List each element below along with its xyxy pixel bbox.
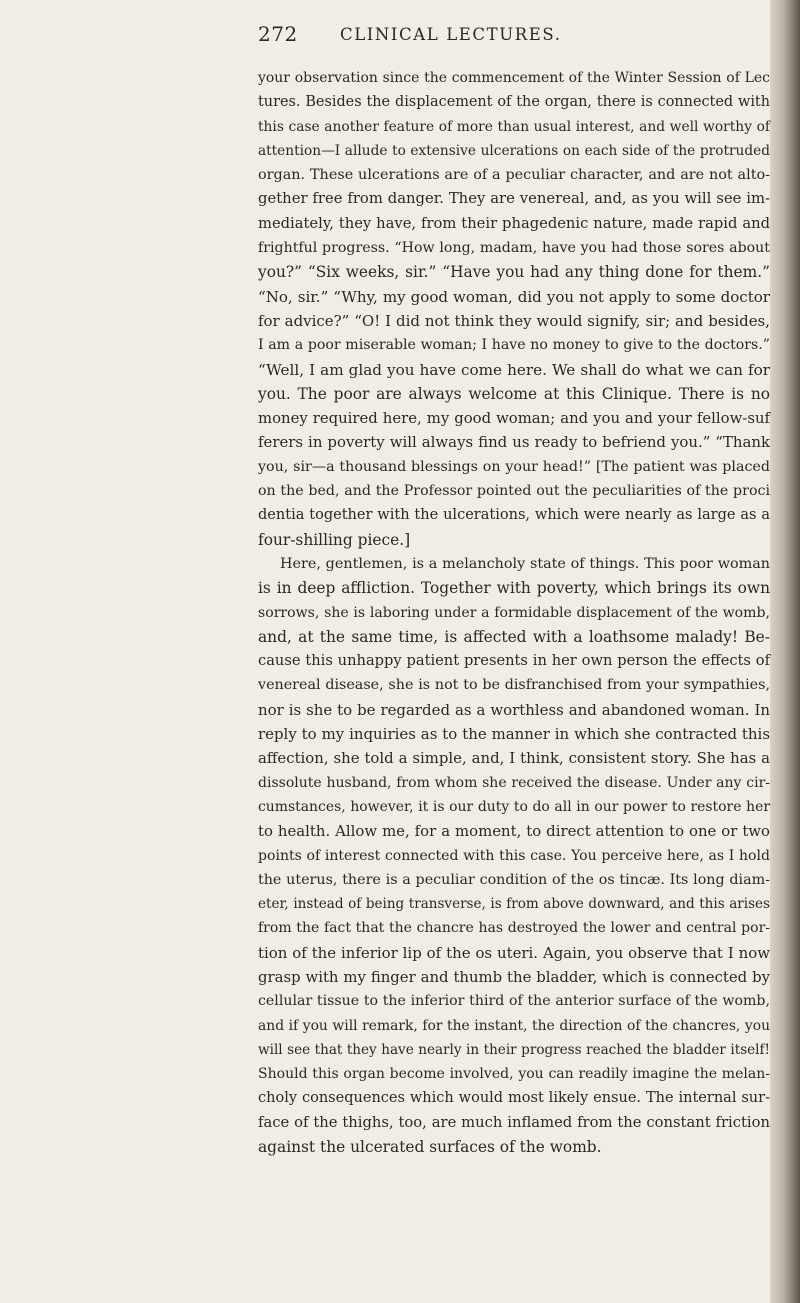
text-line: eter, instead of being transverse, is from above downward, and this arises xyxy=(258,896,770,913)
text-line: this case another feature of more than usual interest, and well worthy of xyxy=(258,118,770,135)
text-line: money required here, my good woman; and you and your fellow-suf xyxy=(258,409,770,428)
text-line: will see that they have nearly in their progress reached the bladder itself! xyxy=(258,1041,770,1058)
text-line: to health. Allow me, for a moment, to direct attention to one or two xyxy=(258,822,770,841)
text-line: you. The poor are always welcome at this Clinique. There is no xyxy=(258,384,770,403)
text-line: “Well, I am glad you have come here. We shall do what we can for xyxy=(258,360,770,379)
text-line: attention—I allude to extensive ulcerations on each side of the protruded xyxy=(258,142,770,159)
text-line: I am a poor miserable woman; I have no money to give to the doctors.” xyxy=(258,337,770,354)
text-line: tion of the inferior lip of the os uteri. Again, you observe that I now xyxy=(258,943,770,962)
text-line: cumstances, however, it is our duty to do all in our power to restore her xyxy=(258,798,770,815)
text-line: dentia together with the ulcerations, which were nearly as large as a xyxy=(258,507,770,524)
text-line: affection, she told a simple, and, I think, consistent story. She has a xyxy=(258,749,770,768)
text-line: the uterus, there is a peculiar condition of the os tincæ. Its long diam- xyxy=(258,871,770,888)
text-line: is in deep affliction. Together with poverty, which brings its own xyxy=(258,579,770,598)
text-line: for advice?” “O! I did not think they would signify, sir; and besides, xyxy=(258,311,770,330)
page-edge-shadow xyxy=(770,0,800,1303)
body-text xyxy=(258,66,770,1159)
text-line: points of interest connected with this case. You perceive here, as I hold xyxy=(258,847,770,864)
text-line: grasp with my finger and thumb the bladder, which is connected by xyxy=(258,967,770,986)
text-line: Here, gentlemen, is a melancholy state of things. This poor woman xyxy=(280,555,770,572)
text-line: you, sir—a thousand blessings on your head!” [The patient was placed xyxy=(258,458,770,475)
text-line: mediately, they have, from their phagedenic nature, made rapid and xyxy=(258,214,770,232)
text-line: and if you will remark, for the instant, the direction of the chancres, you xyxy=(258,1017,770,1034)
text-line: your observation since the commencement of the Winter Session of Lec xyxy=(258,70,770,86)
text-line: from the fact that the chancre has destroyed the lower and central por- xyxy=(258,920,770,937)
text-line: Should this organ become involved, you can readily imagine the melan- xyxy=(258,1066,770,1083)
text-line: cellular tissue to the inferior third of the anterior surface of the womb, xyxy=(258,993,770,1010)
text-line: face of the thighs, too, are much inflamed from the constant friction xyxy=(258,1113,770,1131)
text-line: and, at the same time, is affected with a loathsome malady! Be- xyxy=(258,627,770,646)
text-line: venereal disease, she is not to be disfranchised from your sympathies, xyxy=(258,677,770,694)
text-line: sorrows, she is laboring under a formidable displacement of the womb, xyxy=(258,604,770,621)
text-line: frightful progress. “How long, madam, have you had those sores about xyxy=(258,240,770,257)
page-number: 272 xyxy=(258,22,298,46)
text-line: ferers in poverty will always find us ready to befriend you.” “Thank xyxy=(258,433,770,452)
text-line: you?” “Six weeks, sir.” “Have you had any thing done for them.” xyxy=(258,263,770,282)
text-line: on the bed, and the Professor pointed out the peculiarities of the proci xyxy=(258,483,770,500)
running-head: CLINICAL LECTURES. xyxy=(340,25,562,44)
page-header xyxy=(258,22,778,58)
text-line: tures. Besides the displacement of the organ, there is connected with xyxy=(258,94,770,111)
text-line: cause this unhappy patient presents in her own person the effects of xyxy=(258,652,770,670)
text-line: four-shilling piece.] xyxy=(258,530,411,549)
text-line: gether free from danger. They are venereal, and, as you will see im- xyxy=(258,190,770,208)
text-line: organ. These ulcerations are of a peculiar character, and are not alto- xyxy=(258,167,770,184)
text-line: dissolute husband, from whom she received the disease. Under any cir- xyxy=(258,774,770,791)
text-line: nor is she to be regarded as a worthless and abandoned woman. In xyxy=(258,700,770,719)
text-line: choly consequences which would most likely ensue. The internal sur- xyxy=(258,1090,770,1107)
text-line: against the ulcerated surfaces of the womb. xyxy=(258,1138,602,1157)
text-line: “No, sir.” “Why, my good woman, did you not apply to some doctor xyxy=(258,287,770,306)
text-line: reply to my inquiries as to the manner in which she contracted this xyxy=(258,725,770,744)
